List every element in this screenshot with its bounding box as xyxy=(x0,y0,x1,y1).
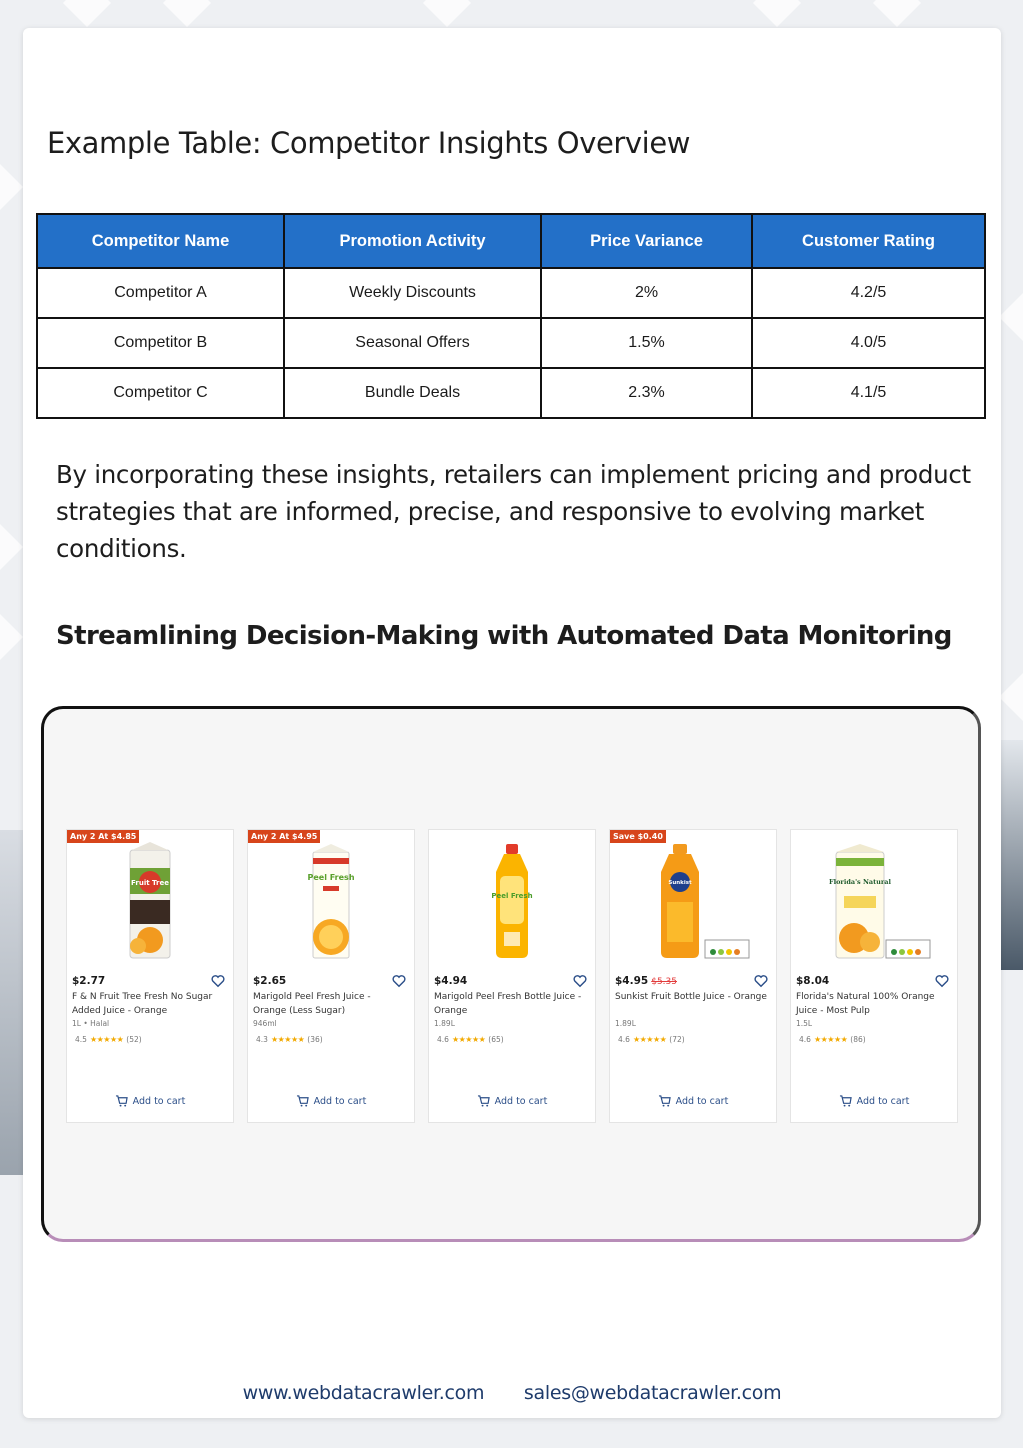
table-row xyxy=(37,368,985,418)
document-page xyxy=(23,28,1001,1418)
column-header-customer-rating: Customer Rating xyxy=(752,214,985,268)
product-image xyxy=(610,838,776,963)
add-to-cart-button[interactable]: Add to cart xyxy=(610,1095,776,1107)
product-rating: 4.3 ★★★★★ (36) xyxy=(256,1035,323,1044)
promo-badge: Any 2 At $4.85 xyxy=(67,830,139,843)
add-to-cart-button[interactable]: Add to cart xyxy=(248,1095,414,1107)
product-card[interactable] xyxy=(247,829,415,1123)
cell-promotion-activity: Weekly Discounts xyxy=(284,268,541,318)
heart-icon[interactable] xyxy=(392,974,406,988)
column-header-competitor-name: Competitor Name xyxy=(37,214,284,268)
cart-icon xyxy=(477,1095,490,1107)
star-rating-icon: ★★★★★ xyxy=(89,1035,124,1044)
cell-price-variance: 2% xyxy=(541,268,752,318)
column-header-price-variance: Price Variance xyxy=(541,214,752,268)
product-card[interactable] xyxy=(609,829,777,1123)
cart-icon xyxy=(296,1095,309,1107)
star-rating-icon: ★★★★★ xyxy=(813,1035,848,1044)
add-to-cart-button[interactable]: Add to cart xyxy=(67,1095,233,1107)
cell-competitor-name: Competitor A xyxy=(37,268,284,318)
add-to-cart-button[interactable]: Add to cart xyxy=(791,1095,957,1107)
cell-customer-rating: 4.1/5 xyxy=(752,368,985,418)
footer-contact xyxy=(23,1382,1001,1404)
product-price: $8.04 xyxy=(796,975,830,987)
table-row xyxy=(37,268,985,318)
cell-customer-rating: 4.0/5 xyxy=(752,318,985,368)
product-name[interactable]: F & N Fruit Tree Fresh No Sugar Added Juice - Orange xyxy=(72,992,213,1016)
heart-icon[interactable] xyxy=(754,974,768,988)
table-row xyxy=(37,318,985,368)
brand-label: Peel Fresh xyxy=(491,891,533,900)
product-size: 946ml xyxy=(253,1019,277,1028)
heart-icon[interactable] xyxy=(935,974,949,988)
competitor-table xyxy=(36,213,986,419)
brand-label: Fruit Tree xyxy=(131,878,169,887)
product-name[interactable]: Marigold Peel Fresh Juice - Orange (Less Sugar) xyxy=(253,992,371,1016)
product-rating: 4.6 ★★★★★ (65) xyxy=(437,1035,504,1044)
promo-badge: Any 2 At $4.95 xyxy=(248,830,320,843)
promo-badge: Save $0.40 xyxy=(610,830,666,843)
page-title: Example Table: Competitor Insights Overview xyxy=(47,126,691,160)
footer-email-link[interactable]: sales@webdatacrawler.com xyxy=(523,1382,782,1404)
heart-icon[interactable] xyxy=(573,974,587,988)
cell-customer-rating: 4.2/5 xyxy=(752,268,985,318)
add-to-cart-button[interactable]: Add to cart xyxy=(429,1095,595,1107)
product-card[interactable] xyxy=(428,829,596,1123)
product-image xyxy=(429,838,595,963)
column-header-promotion-activity: Promotion Activity xyxy=(284,214,541,268)
cell-competitor-name: Competitor B xyxy=(37,318,284,368)
product-size: 1.89L xyxy=(615,1019,636,1028)
product-name[interactable]: Florida's Natural 100% Orange Juice - Most Pulp xyxy=(796,992,935,1016)
product-image xyxy=(791,838,957,963)
cell-competitor-name: Competitor C xyxy=(37,368,284,418)
product-size: 1L • Halal xyxy=(72,1019,110,1028)
product-price: $2.77 xyxy=(72,975,106,987)
cell-price-variance: 2.3% xyxy=(541,368,752,418)
product-name[interactable]: Marigold Peel Fresh Bottle Juice - Orange xyxy=(434,992,582,1016)
brand-label: Florida's Natural xyxy=(829,877,891,886)
cart-icon xyxy=(839,1095,852,1107)
product-card[interactable] xyxy=(790,829,958,1123)
original-price: $5.35 xyxy=(651,977,677,987)
table-header-row xyxy=(37,214,985,268)
body-paragraph: By incorporating these insights, retailers can implement pricing and product strategies that are informed, precise, and responsive to evolving market conditions. xyxy=(56,460,971,563)
product-image xyxy=(248,838,414,963)
cell-promotion-activity: Seasonal Offers xyxy=(284,318,541,368)
product-screenshot-frame xyxy=(41,706,981,1242)
star-rating-icon: ★★★★★ xyxy=(451,1035,486,1044)
product-size: 1.89L xyxy=(434,1019,455,1028)
cell-price-variance: 1.5% xyxy=(541,318,752,368)
product-image xyxy=(67,838,233,963)
brand-label: Sunkist xyxy=(668,879,692,886)
product-rating: 4.6 ★★★★★ (86) xyxy=(799,1035,866,1044)
brand-label: Peel Fresh xyxy=(307,872,355,882)
cart-icon xyxy=(115,1095,128,1107)
product-price: $4.94 xyxy=(434,975,468,987)
cell-promotion-activity: Bundle Deals xyxy=(284,368,541,418)
star-rating-icon: ★★★★★ xyxy=(632,1035,667,1044)
footer-website-link[interactable]: www.webdatacrawler.com xyxy=(242,1382,485,1404)
product-size: 1.5L xyxy=(796,1019,813,1028)
product-card[interactable] xyxy=(66,829,234,1123)
product-card-list xyxy=(66,829,958,1123)
star-rating-icon: ★★★★★ xyxy=(270,1035,305,1044)
product-price: $2.65 xyxy=(253,975,287,987)
product-price: $4.95 $5.35 xyxy=(615,975,677,987)
product-name[interactable]: Sunkist Fruit Bottle Juice - Orange xyxy=(615,992,767,1002)
cart-icon xyxy=(658,1095,671,1107)
section-heading: Streamlining Decision-Making with Automated Data Monitoring xyxy=(56,621,952,651)
heart-icon[interactable] xyxy=(211,974,225,988)
product-rating: 4.6 ★★★★★ (72) xyxy=(618,1035,685,1044)
product-rating: 4.5 ★★★★★ (52) xyxy=(75,1035,142,1044)
